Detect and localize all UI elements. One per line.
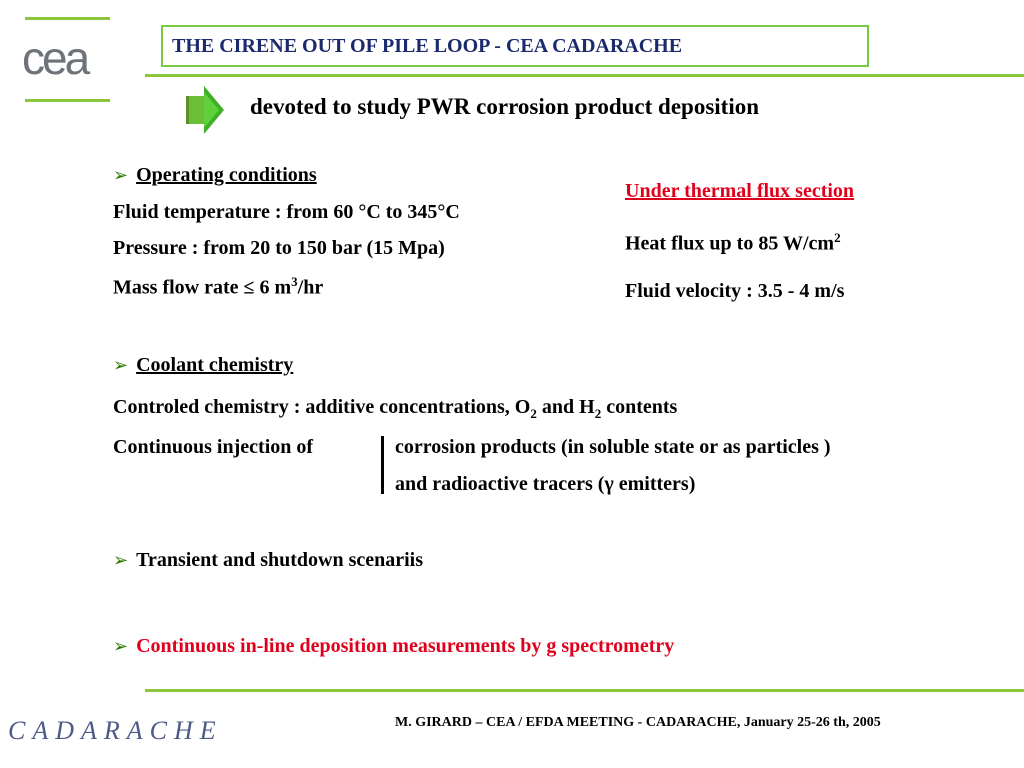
mass-flow-rate (113, 274, 323, 300)
fluid-velocity: Fluid velocity : 3.5 - 4 m/s (625, 280, 845, 302)
arrow-bullet-icon: ➢ (113, 550, 129, 571)
green-arrow-icon (186, 84, 226, 136)
subtitle: devoted to study PWR corrosion product deposition (250, 94, 760, 119)
o2-subscript: 2 (530, 406, 537, 421)
measurements-line (113, 635, 674, 658)
controled-text-3: contents (601, 396, 678, 418)
controled-text-1: Controled chemistry : additive concentrations, O (113, 396, 531, 418)
injection-label: Continuous injection of (113, 436, 314, 458)
mass-flow-exponent: 3 (291, 274, 298, 289)
logo-bottom-bar (25, 99, 110, 102)
arrow-bullet-icon: ➢ (113, 636, 129, 657)
logo-top-bar (25, 17, 110, 20)
transient-heading: Transient and shutdown scenariis (136, 549, 424, 571)
heat-flux-exponent: 2 (834, 230, 841, 245)
coolant-heading-line (113, 354, 293, 377)
arrow-bullet-icon: ➢ (113, 165, 129, 186)
controled-text-2: and H (536, 396, 595, 418)
mass-flow-unit: /hr (297, 276, 324, 299)
heat-flux-text: Heat flux up to 85 W/cm (625, 232, 835, 255)
injection-line-2: and radioactive tracers (γ emitters) (395, 473, 696, 495)
h2-subscript: 2 (594, 406, 602, 421)
thermal-heading: Under thermal flux section (625, 180, 855, 202)
cea-logo: cea (22, 32, 88, 84)
page-title: THE CIRENE OUT OF PILE LOOP - CEA CADARACHE (172, 35, 683, 57)
header-rule (145, 74, 1024, 77)
operating-heading-line (113, 164, 317, 187)
injection-line-1: corrosion products (in soluble state or as particles ) (395, 436, 831, 458)
arrow-bullet-icon: ➢ (113, 355, 129, 376)
mass-flow-text: Mass flow rate ≤ 6 m (113, 276, 292, 299)
coolant-heading: Coolant chemistry (136, 354, 294, 376)
operating-heading: Operating conditions (136, 164, 317, 186)
cadarache-logo: CADARACHE (8, 716, 223, 745)
heat-flux (625, 230, 841, 256)
bracket-bar (381, 436, 384, 494)
pressure: Pressure : from 20 to 150 bar (15 Mpa) (113, 237, 445, 259)
fluid-temperature: Fluid temperature : from 60 °C to 345°C (113, 201, 460, 223)
controled-chemistry (113, 396, 677, 422)
footer-rule (145, 689, 1024, 692)
measurements-heading: Continuous in-line deposition measurements by g spectrometry (136, 635, 675, 657)
footer-citation: M. GIRARD – CEA / EFDA MEETING - CADARACHE, January 25-26 th, 2005 (395, 715, 881, 730)
transient-line (113, 549, 423, 572)
